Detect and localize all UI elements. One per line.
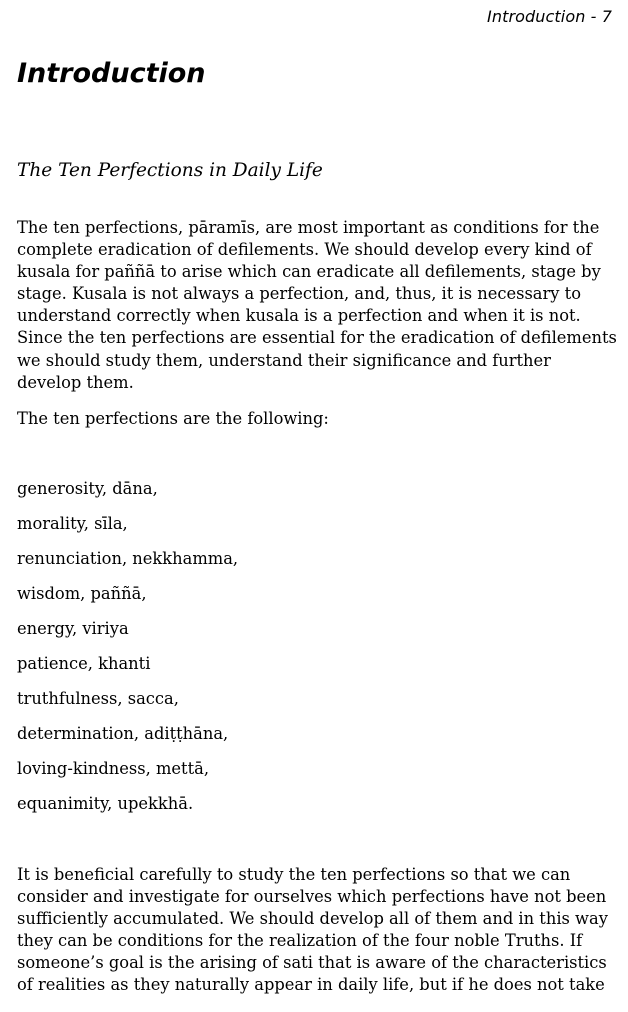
chapter-title: Introduction	[17, 58, 206, 89]
list-item: equanimity, upekkhā.	[17, 794, 194, 813]
paragraph-list-lead: The ten perfections are the following:	[17, 409, 329, 428]
list-item: patience, khanti	[17, 654, 151, 673]
perfections-list	[17, 478, 238, 828]
list-item: morality, sīla,	[17, 514, 128, 533]
list-item: energy, viriya	[17, 619, 129, 638]
list-item: renunciation, nekkhamma,	[17, 549, 239, 568]
list-item: truthfulness, sacca,	[17, 689, 179, 708]
paragraph-intro: The ten perfections, pāramīs, are most important as conditions for the complete eradication of defilements. We should develop every kind of kusala for paññā to arise which can eradicate all defilements, stage by stage. Kusala is not always a perfection, and, thus, it is necessary to understand correctly when kusala is a perfection and when it is not. Since the ten perfections are essential for the eradication of defilements we should study them, understand their significance and further develop them.	[17, 218, 617, 392]
running-header: Introduction - 7	[487, 7, 612, 26]
list-item: determination, adiṭṭhāna,	[17, 724, 229, 743]
section-title: The Ten Perfections in Daily Life	[17, 160, 323, 181]
paragraph-continuation: It is beneficial carefully to study the ten perfections so that we can consider and investigate for ourselves which perfections have not been sufficiently accumulated. We should develop all of them and in this way they can be conditions for the realization of the four noble Truths. If someone’s goal is the arising of sati that is aware of the characteristics of realities as they naturally appear in daily life, but if he does not take	[17, 865, 608, 995]
list-item: generosity, dāna,	[17, 479, 158, 498]
list-item: loving-kindness, mettā,	[17, 759, 210, 778]
list-item: wisdom, paññā,	[17, 584, 147, 603]
